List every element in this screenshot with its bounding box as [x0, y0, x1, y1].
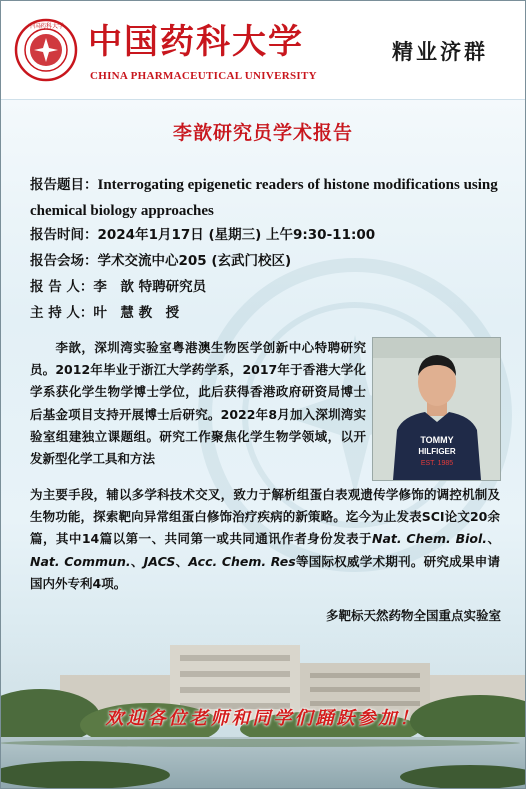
svg-text:中国药科大学: 中国药科大学 [27, 23, 65, 30]
venue-label: 报告会场： [30, 253, 98, 269]
topic-text: Interrogating epigenetic readers of histone modifications using chemical biology approaches [30, 177, 498, 219]
speaker-label: 报 告 人： [30, 279, 94, 295]
shirt-text-3: EST. 1985 [420, 460, 454, 467]
shirt-text-2: HILFIGER [418, 447, 456, 456]
university-name-cn: 中国药科大学 [88, 22, 304, 62]
speaker-line [30, 278, 510, 296]
report-title: 李歆研究员学术报告 [172, 122, 353, 144]
journal-4: Acc. Chem. Res [188, 553, 296, 569]
bio-text-1: 李歆，深圳湾实验室粤港澳生物医学创新中心特聘研究员。2012年毕业于浙江大学药学系，2017年于香港大学化学系获化学生物学博士学位，此后获得香港政府研资局博士后基金项目支持开展博士后研究。2022年8月加入深圳湾实验室组建独立课题组。研究工作聚焦化学生物学领域，以开发新型化学工具和方法 [30, 340, 366, 467]
venue-line [30, 252, 510, 270]
topic-label: 报告题目： [30, 177, 98, 193]
time-line [30, 226, 510, 244]
bio-text-2b: 等国际权威学术期刊。研究成果申请国内外专利4项。 [30, 553, 500, 591]
university-name-en: CHINA PHARMACEUTICAL UNIVERSITY [90, 70, 317, 82]
time-text: 2024年1月17日 (星期三) 上午9:30-11:00 [97, 227, 376, 243]
motto: 精业济群 [392, 39, 488, 64]
bio-paragraph-top [30, 337, 366, 470]
venue-text: 学术交流中心205 (玄武门校区) [97, 253, 292, 269]
separator-1: 、 [487, 531, 500, 547]
welcome-message: 欢迎各位老师和同学们踊跃参加！ [105, 708, 421, 729]
topic-line [30, 172, 510, 224]
journal-3: JACS [143, 553, 176, 569]
host-text: 叶 慧 教 授 [93, 305, 180, 321]
header [0, 0, 526, 100]
speaker-photo [372, 337, 501, 481]
bio-paragraph-bottom [30, 484, 500, 595]
shirt-text-1: TOMMY [420, 435, 454, 445]
journal-2: Nat. Commun. [30, 553, 131, 569]
journal-1: Nat. Chem. Biol. [372, 531, 488, 547]
divider [0, 99, 526, 100]
speaker-portrait-icon [373, 338, 500, 480]
host-label: 主 持 人： [30, 305, 94, 321]
speaker-text: 李 歆 特聘研究员 [93, 279, 207, 295]
host-line [30, 304, 510, 322]
separator-2: 、 [130, 553, 144, 569]
university-seal-icon [14, 18, 78, 82]
separator-3: 、 [175, 553, 189, 569]
time-label: 报告时间： [30, 227, 98, 243]
lab-name: 多靶标天然药物全国重点实验室 [325, 608, 501, 623]
bio-text-2a: 为主要手段，辅以多学科技术交叉，致力于解析组蛋白表观遗传学修饰的调控机制及生物功能，探索靶向异常组蛋白修饰治疗疾病的新策略。迄今为止发表SCI论文20余篇，其中14篇以第一、共同第一或共同通讯作者身份发表于 [30, 487, 500, 547]
